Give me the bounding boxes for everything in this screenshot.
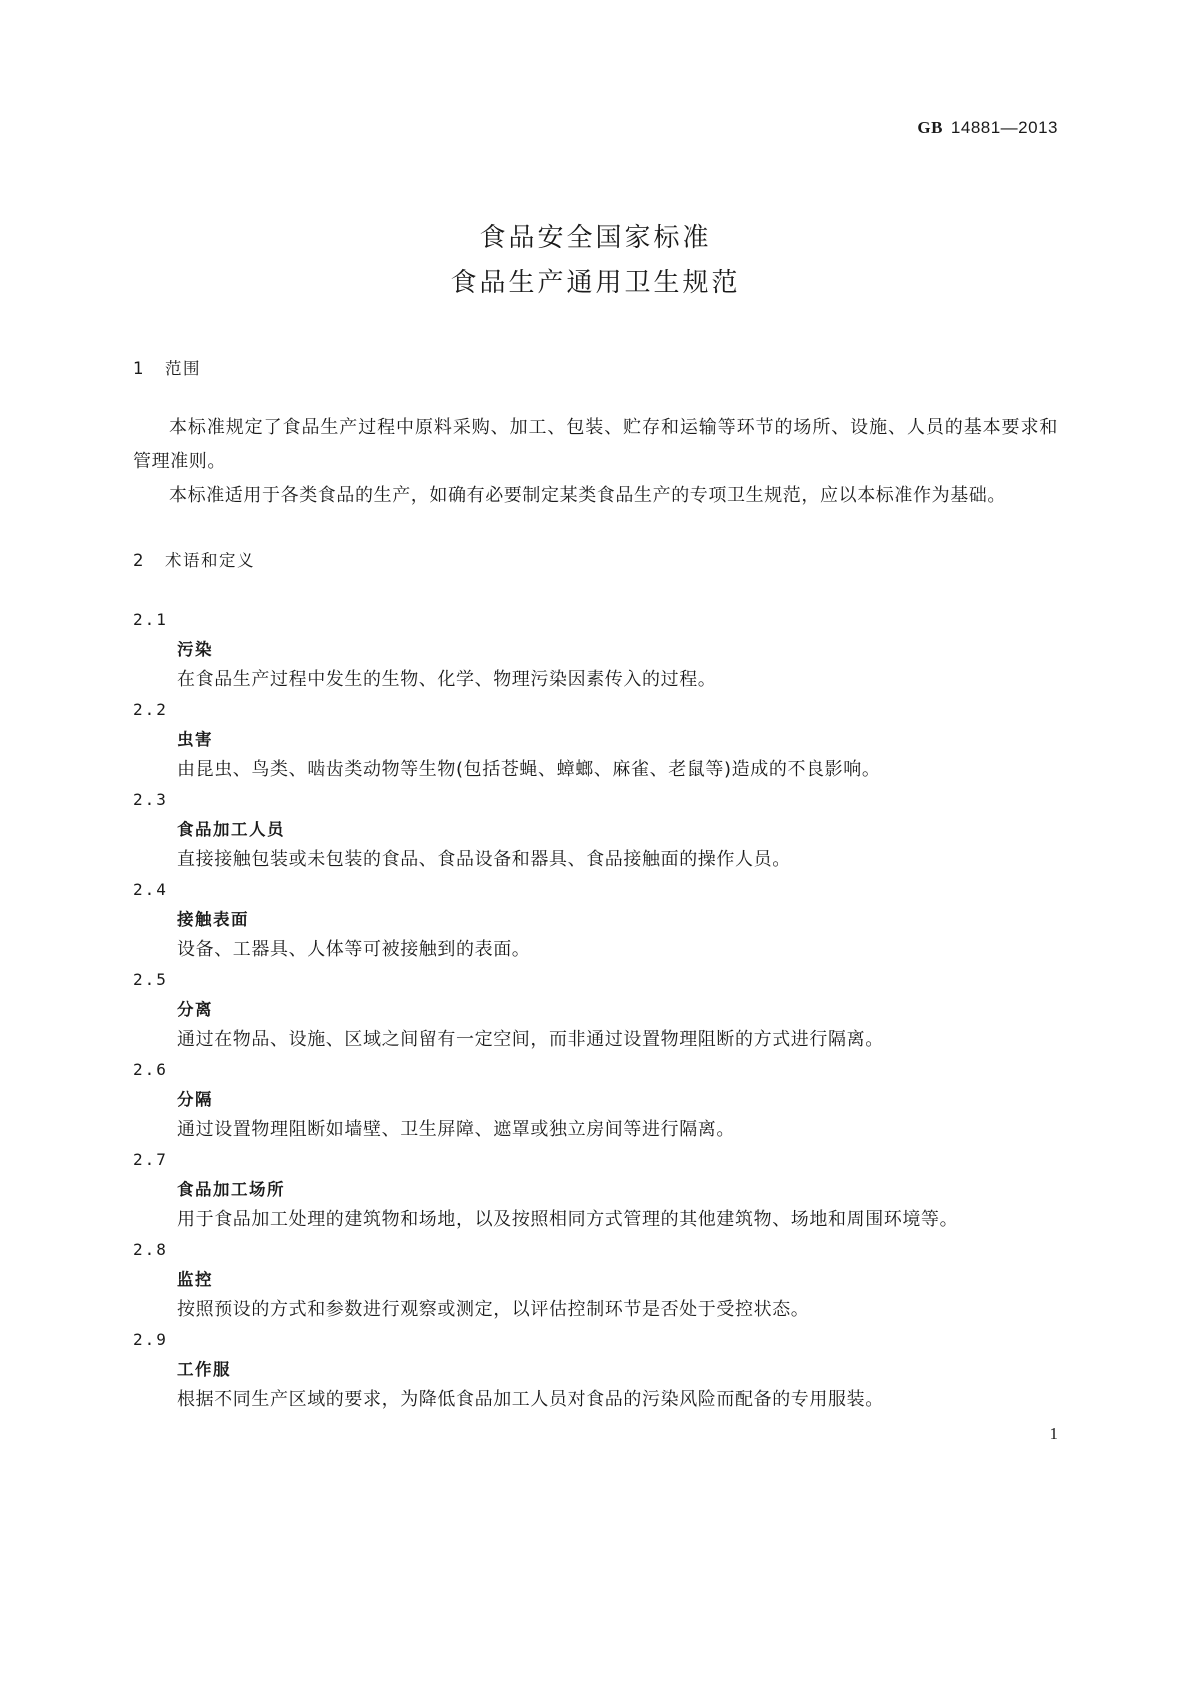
section-heading-terms [133,547,1058,575]
term-definition: 在食品生产过程中发生的生物、化学、物理污染因素传入的过程。 [177,669,717,690]
term-name: 分隔 [177,1090,213,1109]
term-definition: 通过在物品、设施、区域之间留有一定空间，而非通过设置物理阻断的方式进行隔离。 [177,1029,884,1050]
term-definition: 由昆虫、鸟类、啮齿类动物等生物(包括苍蝇、蟑螂、麻雀、老鼠等)造成的不良影响。 [177,759,881,780]
term-entry [133,1325,1058,1415]
term-name: 食品加工人员 [177,820,285,839]
document-title-line1: 食品安全国家标准 [479,223,712,253]
term-definition: 根据不同生产区域的要求，为降低食品加工人员对食品的污染风险而配备的专用服装。 [177,1389,884,1410]
term-entry [133,1145,1058,1235]
section-title: 术语和定义 [165,551,255,570]
term-number: 2.5 [133,970,168,989]
term-name: 食品加工场所 [177,1180,285,1199]
term-number: 2.1 [133,610,168,629]
term-name: 接触表面 [177,910,249,929]
term-definition: 通过设置物理阻断如墙壁、卫生屏障、遮罩或独立房间等进行隔离。 [177,1119,735,1140]
scope-paragraph-2: 本标准适用于各类食品的生产，如确有必要制定某类食品生产的专项卫生规范，应以本标准作为基础。 [169,485,1006,506]
term-entry [133,695,1058,785]
term-number: 2.6 [133,1060,168,1079]
term-entry [133,1055,1058,1145]
term-entry [133,785,1058,875]
term-name: 工作服 [177,1360,231,1379]
term-entry [133,875,1058,965]
term-name: 分离 [177,1000,213,1019]
term-number: 2.2 [133,700,168,719]
standard-prefix: GB [917,118,943,137]
term-entry [133,605,1058,695]
document-body [133,355,1058,1415]
term-definition: 按照预设的方式和参数进行观察或测定，以评估控制环节是否处于受控状态。 [177,1299,810,1320]
section-number: 1 [133,359,145,378]
term-name: 监控 [177,1270,213,1289]
section-title: 范围 [165,359,201,378]
term-definition: 用于食品加工处理的建筑物和场地，以及按照相同方式管理的其他建筑物、场地和周围环境等。 [177,1209,959,1230]
term-number: 2.4 [133,880,168,899]
term-entry [133,1235,1058,1325]
term-number: 2.8 [133,1240,168,1259]
term-number: 2.7 [133,1150,168,1169]
term-definition: 直接接触包装或未包装的食品、食品设备和器具、食品接触面的操作人员。 [177,849,791,870]
section-number: 2 [133,551,145,570]
standard-code: 14881—2013 [950,118,1058,137]
scope-paragraph-1: 本标准规定了食品生产过程中原料采购、加工、包装、贮存和运输等环节的场所、设施、人员的基本要求和管理准则。 [133,417,1058,472]
section-heading-scope [133,355,1058,383]
term-definition: 设备、工器具、人体等可被接触到的表面。 [177,939,531,960]
document-title-line2: 食品生产通用卫生规范 [450,268,741,298]
term-entry [133,965,1058,1055]
term-number: 2.9 [133,1330,168,1349]
page-number: 1 [1049,1424,1058,1443]
term-number: 2.3 [133,790,168,809]
term-name: 污染 [177,640,213,659]
standard-number [917,118,1058,138]
term-name: 虫害 [177,730,213,749]
